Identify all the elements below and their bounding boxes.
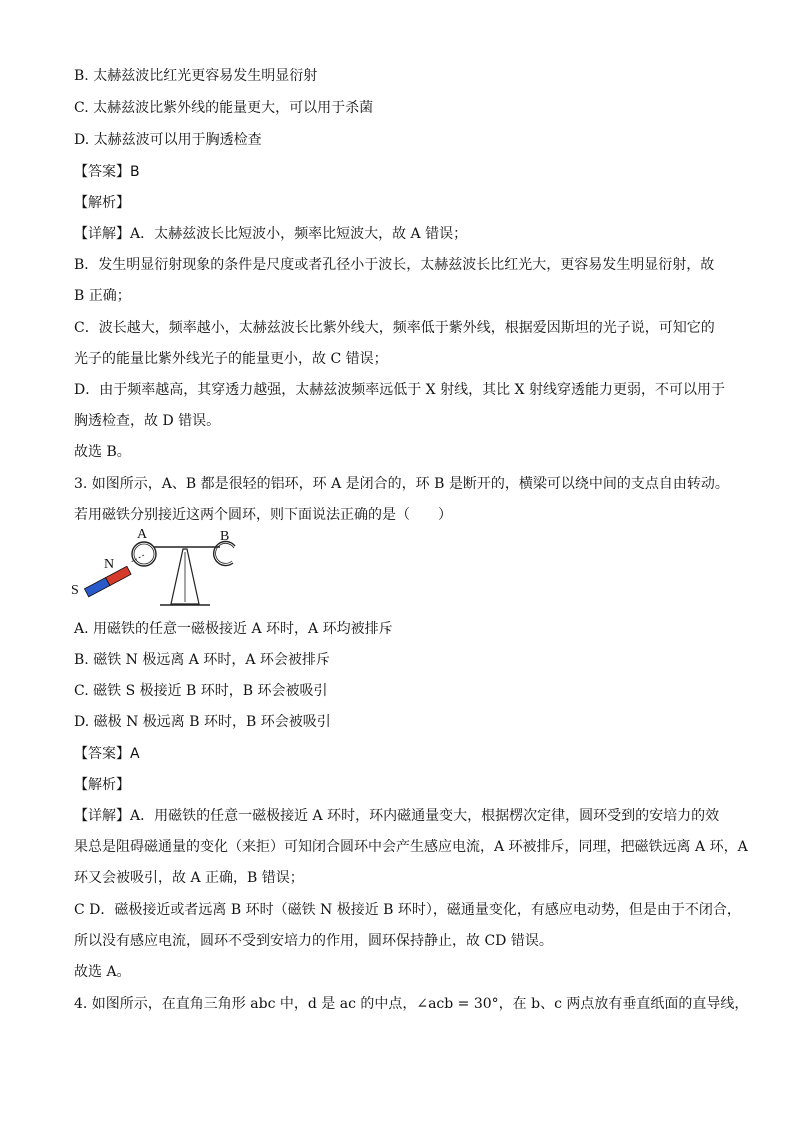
rings-magnet-figure (68, 524, 258, 612)
q2-detail-line: 胸透检查，故 D 错误。 (74, 413, 221, 429)
ring-a (132, 542, 156, 566)
label-n: N (104, 557, 115, 572)
magnet-s-pole (84, 578, 109, 597)
q3-option-a: A. 用磁铁的任意一磁极接近 A 环时，A 环均被排斥 (74, 621, 393, 637)
ring-b-inner (216, 543, 234, 563)
q2-option-b: B. 太赫兹波比红光更容易发生明显衍射 (74, 68, 318, 84)
label-b: B (220, 529, 230, 544)
q3-detail-line: C D．磁极接近或者远离 B 环时（磁铁 N 极接近 B 环时），磁通量变化，有感应电动势，但是由于不闭合， (74, 902, 741, 918)
ring-a-inner (134, 544, 154, 564)
q3-option-d: D. 磁极 N 极远离 B 环时，B 环会被吸引 (74, 714, 331, 730)
q2-conclusion: 故选 B。 (74, 444, 131, 460)
q2-option-c: C. 太赫兹波比紫外线的能量更大，可以用于杀菌 (74, 100, 374, 116)
q2-detail-line: D．由于频率越高，其穿透力越强，太赫兹波频率远低于 X 射线，其比 X 射线穿透能力更弱，不可以用于 (74, 382, 725, 398)
label-s: S (71, 583, 79, 598)
q2-detail-line: 光子的能量比紫外线光子的能量更小，故 C 错误； (74, 351, 388, 367)
q3-conclusion: 故选 A。 (74, 964, 131, 980)
q3-answer: 【答案】A (74, 746, 140, 762)
q3-analysis-heading: 【解析】 (74, 777, 130, 793)
q3-detail-line: 果总是阻碍磁通量的变化（来拒）可知闭合圆环中会产生感应电流，A 环被排斥，同理，把磁铁远离 A 环，A (74, 839, 748, 855)
q2-detail-line: 【详解】A．太赫兹波长比短波小，频率比短波大，故 A 错误； (74, 226, 468, 242)
q4-stem: 4. 如图所示，在直角三角形 abc 中，d 是 ac 的中点，∠acb = 30°，在 b、c 两点放有垂直纸面的直导线， (74, 996, 749, 1012)
q3-detail-line: 所以没有感应电流，圆环不受到安培力的作用，圆环保持静止，故 CD 错误。 (74, 933, 553, 949)
q2-analysis-heading: 【解析】 (74, 195, 130, 211)
q3-detail-line: 环又会被吸引，故 A 正确，B 错误； (74, 870, 304, 886)
q2-detail-line: B．发生明显衍射现象的条件是尺度或者孔径小于波长，太赫兹波长比红光大，更容易发生明显衍射，故 (74, 257, 715, 273)
q2-answer: 【答案】B (74, 164, 140, 180)
q3-option-c: C. 磁铁 S 极接近 B 环时，B 环会被吸引 (74, 683, 328, 699)
q3-detail-line: 【详解】A．用磁铁的任意一磁极接近 A 环时，环内磁通量变大，根据楞次定律，圆环受到的安培力的效 (74, 808, 720, 824)
q2-detail-line: B 正确； (74, 288, 131, 304)
q3-option-b: B. 磁铁 N 极远离 A 环时，A 环会被排斥 (74, 652, 330, 668)
q3-stem-line: 3. 如图所示，A、B 都是很轻的铝环，环 A 是闭合的，环 B 是断开的，横梁可以绕中间的支点自由转动。 (74, 476, 729, 492)
q3-stem-line: 若用磁铁分别接近这两个圆环，则下面说法正确的是（ ） (74, 507, 452, 523)
label-a: A (137, 527, 148, 542)
q2-detail-line: C．波长越大，频率越小，太赫兹波长比紫外线大，频率低于紫外线，根据爱因斯坦的光子说，可知它的 (74, 320, 715, 336)
q2-option-d: D. 太赫兹波可以用于胸透检查 (74, 132, 262, 148)
